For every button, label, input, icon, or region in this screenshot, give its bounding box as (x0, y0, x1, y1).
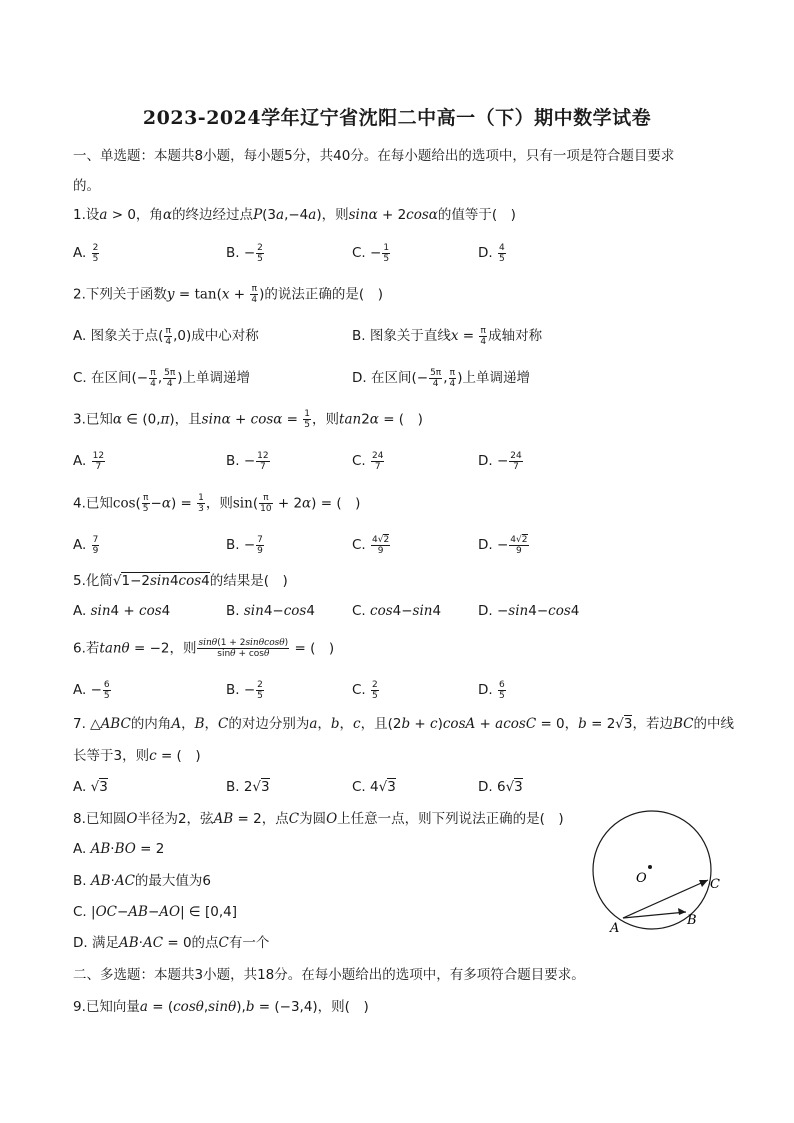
q4-option-d[interactable]: D. − $\frac{4√2}{9}$ (478, 534, 528, 556)
q5-option-d[interactable]: D. −sin4−cos4 (478, 603, 580, 619)
question-9-stem: 9.已知向量a = (cosθ,sinθ),b = (−3,4)，则( ) (73, 999, 369, 1015)
label-b: B (687, 913, 697, 928)
q8-option-c[interactable]: C. |OC−AB−AO| ∈ [0,4] (73, 904, 237, 920)
q3-option-c[interactable]: C. $\frac{24}{7}$ (352, 450, 384, 472)
question-6-stem: 6.若tanθ = −2，则 $\frac{\sin\theta(1 + 2\sin\theta\cos\theta)}{\sin\theta + \cos\theta}$ = ( ) (73, 638, 335, 659)
question-4-options (73, 533, 733, 557)
q6-option-c[interactable]: C. $\frac{2}{5}$ (352, 679, 378, 701)
q7-option-c[interactable]: C. 4√3 (352, 779, 396, 795)
center-point-o (648, 865, 652, 869)
q7-option-b[interactable]: B. 2√3 (226, 779, 270, 795)
q2-option-a[interactable]: A. 图象关于点( $\frac{\pi}{4}$ ,0)成中心对称 (73, 325, 259, 347)
q8-option-a[interactable]: A. AB·BO = 2 (73, 841, 165, 857)
question-6-options (73, 678, 733, 702)
question-1-options (73, 241, 733, 265)
question-2-stem: 2.下列关于函数y = tan(x + $\frac{\pi}{4}$ )的说法正确的是( ) (73, 284, 383, 305)
q8-option-b[interactable]: B. AB·AC的最大值为6 (73, 873, 212, 889)
q2-option-b[interactable]: B. 图象关于直线x = $\frac{\pi}{4}$ 成轴对称 (352, 325, 543, 347)
section-1-heading-line1: 一、单选题：本题共8小题，每小题5分，共40分。在每小题给出的选项中，只有一项是符合题目要求 (73, 148, 675, 164)
question-1-stem: 1.设a > 0，角α的终边经过点P(3a,−4a)，则sinα + 2cosα的值等于( ) (73, 207, 516, 223)
question-4-stem: 4.已知cos( $\frac{\pi}{5}$ −α) = $\frac{1}{3}$ ，则sin( $\frac{\pi}{10}$ + 2α) = ( ) (73, 493, 361, 514)
q7-option-d[interactable]: D. 6√3 (478, 779, 523, 795)
q4-option-a[interactable]: A. $\frac{7}{9}$ (73, 534, 99, 556)
question-2-options-row1 (73, 324, 733, 348)
section-2-heading: 二、多选题：本题共3小题，共18分。在每小题给出的选项中，有多项符合题目要求。 (73, 967, 585, 983)
arrowhead-b (678, 908, 686, 915)
question-7-stem-line2: 长等于3，则c = ( ) (73, 748, 201, 764)
question-7-stem: 7. △ABC的内角A，B，C的对边分别为a，b，c，且(2b + c)cosA + acosC = 0，b = 2√3，若边BC的中线 (73, 716, 734, 732)
question-2-options-row2 (73, 366, 733, 390)
q3-option-d[interactable]: D. − $\frac{24}{7}$ (478, 450, 522, 472)
question-5-options (73, 599, 733, 623)
q3-option-a[interactable]: A. $\frac{12}{7}$ (73, 450, 105, 472)
question-7-options (73, 775, 733, 799)
vector-ab (623, 912, 686, 918)
q3-option-b[interactable]: B. − $\frac{12}{7}$ (226, 450, 269, 472)
q8-option-d[interactable]: D. 满足AB·AC = 0的点C有一个 (73, 935, 270, 951)
q1-option-c[interactable]: C. − $\frac{1}{5}$ (352, 242, 390, 264)
q1-option-a[interactable]: A. $\frac{2}{5}$ (73, 242, 99, 264)
label-a: A (610, 921, 620, 935)
q4-option-b[interactable]: B. − $\frac{7}{9}$ (226, 534, 263, 556)
q5-option-a[interactable]: A. sin4 + cos4 (73, 603, 171, 619)
q5-option-c[interactable]: C. cos4−sin4 (352, 603, 442, 619)
q1-option-d[interactable]: D. $\frac{4}{5}$ (478, 242, 505, 264)
q5-option-b[interactable]: B. sin4−cos4 (226, 603, 315, 619)
question-3-stem: 3.已知α ∈ (0,π)，且sinα + cosα = $\frac{1}{5}$ ，则tan2α = ( ) (73, 409, 423, 430)
question-8-stem: 8.已知圆O半径为2，弦AB = 2，点C为圆O上任意一点，则下列说法正确的是( ) (73, 811, 564, 827)
q1-option-b[interactable]: B. − $\frac{2}{5}$ (226, 242, 263, 264)
section-1-heading-line2: 的。 (73, 178, 100, 194)
question-3-options (73, 449, 733, 473)
circle-o (593, 811, 711, 929)
q6-option-a[interactable]: A. − $\frac{6}{5}$ (73, 679, 110, 701)
q2-option-c[interactable]: C. 在区间(− $\frac{\pi}{4}$ , $\frac{5\pi}{4}$ )上单调递增 (73, 367, 251, 389)
q6-option-d[interactable]: D. $\frac{6}{5}$ (478, 679, 505, 701)
question-5-stem: 5.化简√1−2sin4cos4的结果是( ) (73, 573, 288, 589)
q4-option-c[interactable]: C. $\frac{4√2}{9}$ (352, 534, 390, 556)
label-o: O (636, 871, 647, 886)
circle-figure (590, 810, 730, 935)
q6-option-b[interactable]: B. − $\frac{2}{5}$ (226, 679, 263, 701)
q2-option-d[interactable]: D. 在区间(− $\frac{5\pi}{4}$ , $\frac{\pi}{4}$ )上单调递增 (352, 367, 531, 389)
page-title: 2023-2024学年辽宁省沈阳二中高一（下）期中数学试卷 (142, 107, 652, 129)
label-c: C (710, 877, 720, 892)
q7-option-a[interactable]: A. √3 (73, 779, 108, 795)
